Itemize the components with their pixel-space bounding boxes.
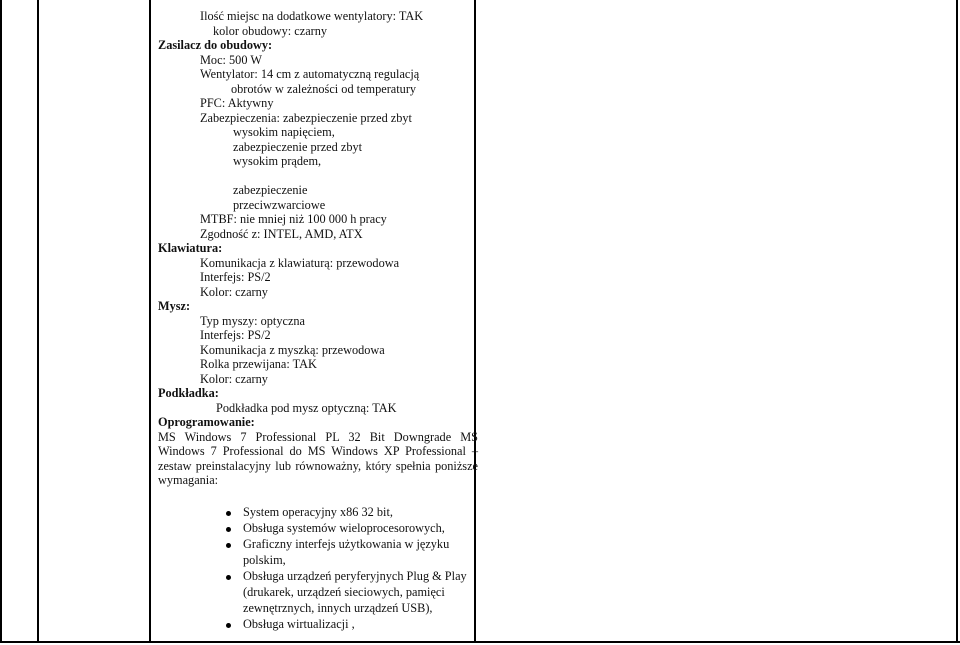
section-heading-software: Oprogramowanie: — [158, 415, 255, 429]
spec-line: kolor obudowy: czarny — [213, 24, 328, 38]
spec-line: Wentylator: 14 cm z automatyczną regulacją — [200, 67, 420, 81]
requirement-item: Obsługa systemów wieloprocesorowych, — [243, 521, 445, 535]
section-heading-mousepad: Podkładka: — [158, 386, 219, 400]
spec-line: zabezpieczenie przed zbyt — [233, 140, 363, 154]
spec-line: Zgodność z: INTEL, AMD, ATX — [200, 227, 363, 241]
requirement-item: Graficzny interfejs użytkowania w języku — [243, 537, 450, 551]
spec-line: Interfejs: PS/2 — [200, 270, 271, 284]
spec-line: wysokim prądem, — [233, 154, 322, 168]
table-border-bottom — [0, 641, 960, 643]
section-heading-psu: Zasilacz do obudowy: — [158, 38, 273, 52]
bullet-dot — [226, 527, 231, 532]
software-paragraph-line: wymagania: — [158, 473, 219, 487]
bullet-dot — [226, 543, 231, 548]
table-border-right — [956, 0, 958, 643]
requirement-item: System operacyjny x86 32 bit, — [243, 505, 393, 519]
spec-line: Moc: 500 W — [200, 53, 262, 67]
spec-line: Podkładka pod mysz optyczną: TAK — [216, 401, 397, 415]
table-border-left — [0, 0, 2, 643]
table-column-divider — [37, 0, 39, 643]
requirement-item-continued: polskim, — [243, 553, 286, 567]
requirement-item-continued: (drukarek, urządzeń sieciowych, pamięci — [243, 585, 445, 599]
spec-line: PFC: Aktywny — [200, 96, 274, 110]
bullet-dot — [226, 511, 231, 516]
spec-line: MTBF: nie mniej niż 100 000 h pracy — [200, 212, 387, 226]
spec-line: Zabezpieczenia: zabezpieczenie przed zbyt — [200, 111, 412, 125]
spec-line: Kolor: czarny — [200, 372, 268, 386]
spec-cell — [150, 0, 478, 640]
bullet-dot — [226, 575, 231, 580]
requirement-item-continued: zewnętrznych, innych urządzeń USB), — [243, 601, 433, 615]
spec-line: Komunikacja z myszką: przewodowa — [200, 343, 385, 357]
bullet-dot — [226, 623, 231, 628]
spec-line: obrotów w zależności od temperatury — [231, 82, 417, 96]
software-paragraph-line: MS Windows 7 Professional PL 32 Bit Downgrade MS — [158, 430, 478, 444]
spec-line: przeciwzwarciowe — [233, 198, 326, 212]
spec-line: Interfejs: PS/2 — [200, 328, 271, 342]
software-paragraph-line: Windows 7 Professional do MS Windows XP Professional – — [158, 444, 478, 458]
section-heading-keyboard: Klawiatura: — [158, 241, 223, 255]
requirement-item: Obsługa urządzeń peryferyjnych Plug & Play — [243, 569, 467, 583]
section-heading-mouse: Mysz: — [158, 299, 191, 313]
spec-line: zabezpieczenie — [233, 183, 308, 197]
spec-line: Komunikacja z klawiaturą: przewodowa — [200, 256, 400, 270]
spec-line: Rolka przewijana: TAK — [200, 357, 317, 371]
spec-line: Ilość miejsc na dodatkowe wentylatory: TAK — [200, 9, 424, 23]
software-paragraph-line: zestaw preinstalacyjny lub równoważny, który spełnia poniższe — [158, 459, 478, 473]
spec-line: wysokim napięciem, — [233, 125, 335, 139]
spec-line: Typ myszy: optyczna — [200, 314, 306, 328]
table-column-divider — [474, 0, 476, 643]
spec-line: Kolor: czarny — [200, 285, 268, 299]
requirement-item: Obsługa wirtualizacji , — [243, 617, 355, 631]
